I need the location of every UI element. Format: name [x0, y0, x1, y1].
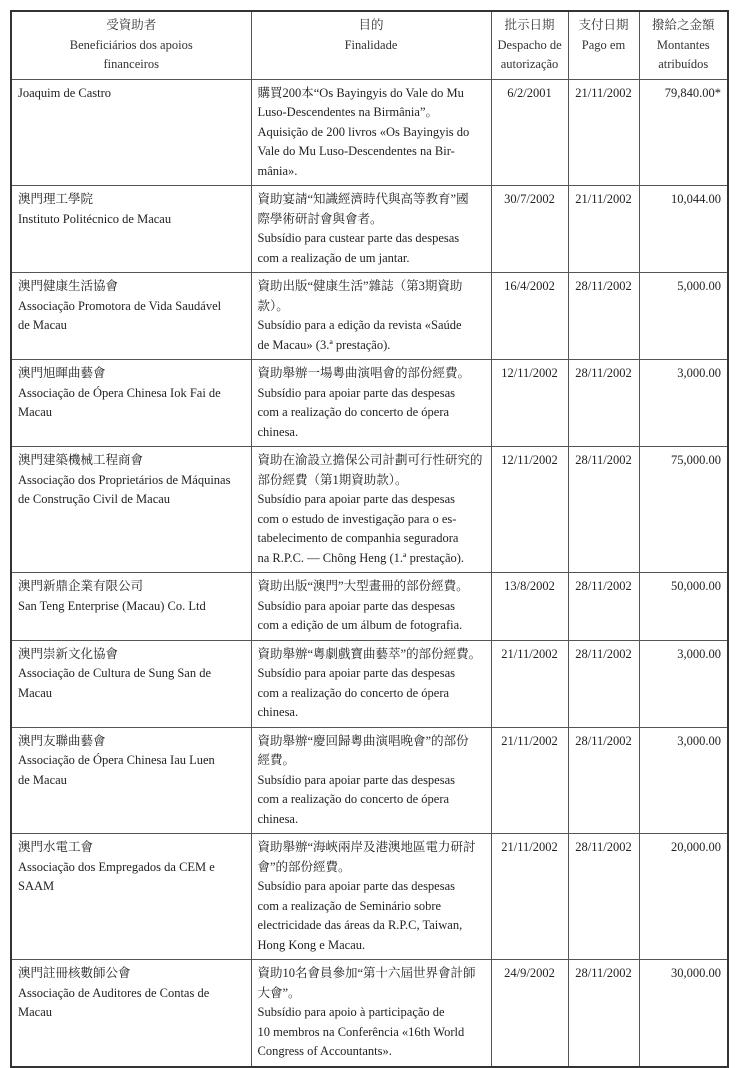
text-line: Associação dos Empregados da CEM e	[18, 859, 215, 874]
table-row	[11, 834, 728, 960]
authorization-date-cell: 21/11/2002	[491, 727, 568, 834]
text-line: Vale do Mu Luso-Descendentes na Bir-	[257, 144, 455, 158]
beneficiary-cell	[11, 79, 251, 186]
authorization-date-cell: 21/11/2002	[491, 834, 568, 960]
header-amount	[639, 11, 728, 79]
text-line: Subsídio para apoiar parte das despesas	[257, 772, 456, 787]
text-line: Subsídio para apoiar parte das despesas	[257, 492, 456, 506]
text-line: 資助舉辦“海峽兩岸及港澳地區電力研討	[257, 840, 476, 854]
text-line: 目的	[358, 18, 384, 32]
text-line: electricidade das áreas da R.P.C, Taiwan,	[257, 918, 463, 932]
text-line: 購買200本“Os Bayingyis do Vale do Mu	[257, 85, 464, 100]
text-line: Associação dos Proprietários de Máquinas	[18, 472, 231, 487]
amount-cell: 30,000.00	[639, 960, 728, 1067]
text-line: na R.P.C. — Chông Heng (1.ª prestação).	[257, 550, 465, 565]
header-purpose	[251, 11, 491, 79]
text-line: Associação de Ópera Chinesa Iau Luen	[18, 753, 215, 767]
beneficiary-cell	[11, 573, 251, 641]
beneficiary-cell	[11, 727, 251, 834]
text-line: 批示日期	[504, 18, 555, 32]
text-line: 資助宴請“知識經濟時代與高等教育”國	[257, 192, 469, 206]
table-row	[11, 79, 728, 186]
text-line: San Teng Enterprise (Macau) Co. Ltd	[18, 598, 206, 613]
purpose-cell	[251, 79, 491, 186]
beneficiary-cell	[11, 447, 251, 573]
paid-date-cell: 28/11/2002	[568, 273, 639, 360]
header-beneficiary	[11, 11, 251, 79]
amount-cell: 79,840.00*	[639, 79, 728, 186]
text-line: Associação de Ópera Chinesa Iok Fai de	[18, 385, 221, 400]
text-line: 資助舉辦“粵劇戲寶曲藝萃”的部份經費。	[257, 646, 482, 661]
beneficiary-cell	[11, 640, 251, 727]
text-line: 款）。	[257, 298, 289, 313]
table-row	[11, 640, 728, 727]
paid-date-cell: 28/11/2002	[568, 640, 639, 727]
text-line: 10 membros na Conferência «16th World	[257, 1024, 465, 1039]
text-line: 會”的部份經費。	[257, 859, 351, 874]
authorization-date-cell: 30/7/2002	[491, 186, 568, 273]
beneficiary-cell	[11, 273, 251, 360]
text-line: SAAM	[18, 879, 55, 893]
text-line: com a realização de um jantar.	[257, 250, 410, 265]
table-row	[11, 186, 728, 273]
text-line: Aquisição de 200 livros «Os Bayingyis do	[257, 124, 470, 139]
text-line: Macau	[18, 685, 53, 700]
text-line: de Macau	[18, 772, 67, 787]
text-line: Subsídio para apoio à participação de	[257, 1005, 445, 1019]
text-line: Instituto Politécnico de Macau	[18, 211, 172, 226]
text-line: Subsídio para apoiar parte das despesas	[257, 879, 456, 893]
text-line: Despacho de	[497, 37, 562, 52]
purpose-cell	[251, 640, 491, 727]
text-line: 受資助者	[106, 18, 157, 32]
table-row	[11, 447, 728, 573]
text-line: 澳門健康生活協會	[18, 279, 119, 293]
text-line: 澳門註冊核數師公會	[18, 966, 131, 980]
purpose-cell	[251, 573, 491, 641]
purpose-cell	[251, 360, 491, 447]
authorization-date-cell: 16/4/2002	[491, 273, 568, 360]
purpose-cell	[251, 960, 491, 1067]
purpose-cell	[251, 186, 491, 273]
text-line: com a edição de um álbum de fotografia.	[257, 618, 463, 632]
paid-date-cell: 28/11/2002	[568, 360, 639, 447]
text-line: 澳門建築機械工程商會	[18, 453, 144, 467]
authorization-date-cell: 12/11/2002	[491, 360, 568, 447]
text-line: atribuídos	[658, 57, 709, 71]
text-line: Pago em	[581, 37, 626, 52]
paid-date-cell: 28/11/2002	[568, 960, 639, 1067]
text-line: chinesa.	[257, 705, 299, 719]
paid-date-cell: 21/11/2002	[568, 79, 639, 186]
paid-date-cell: 21/11/2002	[568, 186, 639, 273]
text-line: 部份經費（第1期資助款）。	[257, 472, 408, 487]
text-line: 資助在渝設立擔保公司計劃可行性研究的	[257, 453, 483, 467]
text-line: com a realização do concerto de ópera	[257, 405, 450, 419]
beneficiary-cell	[11, 186, 251, 273]
authorization-date-cell: 12/11/2002	[491, 447, 568, 573]
beneficiary-cell	[11, 834, 251, 960]
text-line: Macau	[18, 1005, 53, 1019]
text-line: com o estudo de investigação para o es-	[257, 511, 457, 526]
authorization-date-cell: 24/9/2002	[491, 960, 568, 1067]
text-line: Subsídio para apoiar parte das despesas	[257, 666, 456, 680]
table-row	[11, 960, 728, 1067]
text-line: Subsídio para a edição da revista «Saúde	[257, 318, 462, 332]
text-line: 澳門理工學院	[18, 192, 94, 206]
header-authorization	[491, 11, 568, 79]
text-line: Associação de Auditores de Contas de	[18, 985, 210, 1000]
purpose-cell	[251, 727, 491, 834]
purpose-cell	[251, 447, 491, 573]
text-line: Montantes	[656, 37, 710, 52]
text-line: financeiros	[103, 57, 160, 71]
amount-cell: 3,000.00	[639, 727, 728, 834]
text-line: 資助舉辦一場粵曲演唱會的部份經費。	[257, 366, 471, 380]
text-line: 大會”。	[257, 985, 301, 1000]
text-line: de Construção Civil de Macau	[18, 492, 171, 506]
text-line: 資助舉辦“慶回歸粵曲演唱晚會”的部份	[257, 733, 469, 748]
table-row	[11, 360, 728, 447]
beneficiary-cell	[11, 360, 251, 447]
text-line: 資助出版“澳門”大型畫冊的部份經費。	[257, 579, 469, 593]
text-line: com a realização de Seminário sobre	[257, 898, 442, 913]
text-line: 澳門友聯曲藝會	[18, 733, 106, 748]
text-line: Associação Promotora de Vida Saudável	[18, 298, 222, 313]
text-line: Subsídio para apoiar parte das despesas	[257, 598, 456, 613]
text-line: Joaquim de Castro	[18, 85, 112, 100]
beneficiary-cell	[11, 960, 251, 1067]
text-line: chinesa.	[257, 811, 299, 826]
amount-cell: 3,000.00	[639, 360, 728, 447]
text-line: Subsídio para custear parte das despesas	[257, 231, 460, 245]
text-line: Subsídio para apoiar parte das despesas	[257, 385, 456, 400]
amount-cell: 10,044.00	[639, 186, 728, 273]
table-row	[11, 573, 728, 641]
text-line: 資助出版“健康生活”雜誌（第3期資助	[257, 279, 463, 293]
text-line: 資助10名會員參加“第十六屆世界會計師	[257, 966, 476, 980]
authorization-date-cell: 21/11/2002	[491, 640, 568, 727]
text-line: 澳門旭暉曲藝會	[18, 366, 106, 380]
text-line: Associação de Cultura de Sung San de	[18, 666, 212, 680]
text-line: Luso-Descendentes na Birmânia”。	[257, 105, 438, 119]
header-paid	[568, 11, 639, 79]
text-line: 經費。	[257, 753, 296, 767]
text-line: de Macau» (3.ª prestação).	[257, 337, 391, 352]
amount-cell: 75,000.00	[639, 447, 728, 573]
text-line: 際學術研討會與會者。	[257, 211, 383, 226]
authorization-date-cell: 13/8/2002	[491, 573, 568, 641]
amount-cell: 50,000.00	[639, 573, 728, 641]
paid-date-cell: 28/11/2002	[568, 834, 639, 960]
text-line: 澳門崇新文化協會	[18, 646, 119, 661]
text-line: 澳門水電工會	[18, 840, 94, 854]
text-line: Hong Kong e Macau.	[257, 937, 366, 952]
text-line: Macau	[18, 405, 53, 419]
paid-date-cell: 28/11/2002	[568, 447, 639, 573]
purpose-cell	[251, 834, 491, 960]
paid-date-cell: 28/11/2002	[568, 727, 639, 834]
table-row	[11, 727, 728, 834]
text-line: 澳門新鼎企業有限公司	[18, 579, 144, 593]
text-line: Beneficiários dos apoios	[69, 37, 193, 52]
authorization-date-cell: 6/2/2001	[491, 79, 568, 186]
amount-cell: 20,000.00	[639, 834, 728, 960]
text-line: de Macau	[18, 318, 67, 332]
paid-date-cell: 28/11/2002	[568, 573, 639, 641]
text-line: Congress of Accountants».	[257, 1044, 392, 1058]
text-line: 支付日期	[578, 18, 629, 32]
text-line: tabelecimento de companhia seguradora	[257, 531, 459, 545]
purpose-cell	[251, 273, 491, 360]
text-line: autorização	[500, 57, 559, 71]
amount-cell: 3,000.00	[639, 640, 728, 727]
text-line: 撥給之金額	[651, 18, 715, 32]
amount-cell: 5,000.00	[639, 273, 728, 360]
text-line: mânia».	[257, 163, 298, 178]
text-line: Finalidade	[344, 37, 398, 52]
header-row	[11, 11, 728, 79]
text-line: com a realização do concerto de ópera	[257, 685, 450, 700]
table-row	[11, 273, 728, 360]
text-line: chinesa.	[257, 424, 299, 439]
text-line: com a realização do concerto de ópera	[257, 792, 450, 806]
subsidy-table	[10, 10, 729, 1068]
